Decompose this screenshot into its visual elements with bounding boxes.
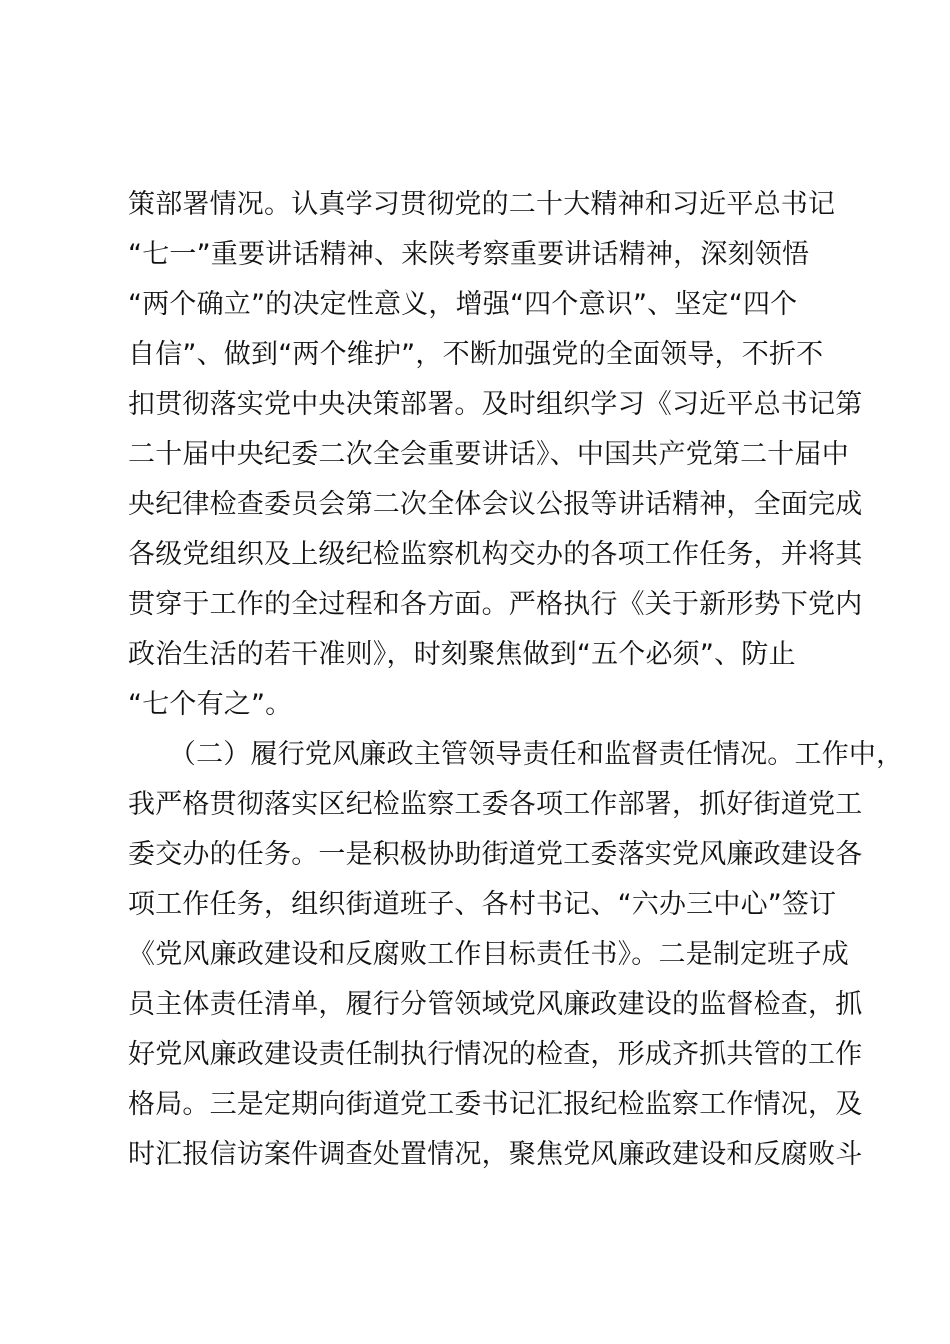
text-line-13: 我严格贯彻落实区纪检监察工委各项工作部署，抓好街道党工 [128,789,863,820]
text-line-8: 各级党组织及上级纪检监察机构交办的各项工作任务，并将其 [128,539,863,570]
text-line-20: 时汇报信访案件调查处置情况，聚焦党风廉政建设和反腐败斗 [128,1139,863,1170]
text-line-12: （二）履行党风廉政主管领导责任和监督责任情况。工作中， [128,739,904,770]
text-line-19: 格局。三是定期向街道党工委书记汇报纪检监察工作情况，及 [128,1089,863,1120]
text-line-14: 委交办的任务。一是积极协助街道党工委落实党风廉政建设各 [128,839,863,870]
text-line-4: 自信”、做到“两个维护”，不断加强党的全面领导，不折不 [128,339,824,370]
text-line-7: 央纪律检查委员会第二次全体会议公报等讲话精神，全面完成 [128,489,863,520]
text-line-5: 扣贯彻落实党中央决策部署。及时组织学习《习近平总书记第 [128,389,863,420]
text-line-6: 二十届中央纪委二次全会重要讲话》、中国共产党第二十届中 [128,439,849,470]
body-text [128,180,904,1180]
text-line-2: “七一”重要讲话精神、来陕考察重要讲话精神，深刻领悟 [128,239,810,270]
text-line-17: 员主体责任清单，履行分管领域党风廉政建设的监督检查，抓 [128,989,863,1020]
text-line-18: 好党风廉政建设责任制执行情况的检查，形成齐抓共管的工作 [128,1039,863,1070]
text-line-3: “两个确立”的决定性意义，增强“四个意识”、坚定“四个 [128,289,798,320]
text-line-1: 策部署情况。认真学习贯彻党的二十大精神和习近平总书记 [128,189,836,220]
text-line-11: “七个有之”。 [128,689,293,720]
text-line-15: 项工作任务，组织街道班子、各村书记、“六办三中心”签订 [128,889,837,920]
text-line-9: 贯穿于工作的全过程和各方面。严格执行《关于新形势下党内 [128,589,863,620]
text-line-16: 《党风廉政建设和反腐败工作目标责任书》。二是制定班子成 [128,939,849,970]
text-line-10: 政治生活的若干准则》，时刻聚焦做到“五个必须”、防止 [128,639,796,670]
